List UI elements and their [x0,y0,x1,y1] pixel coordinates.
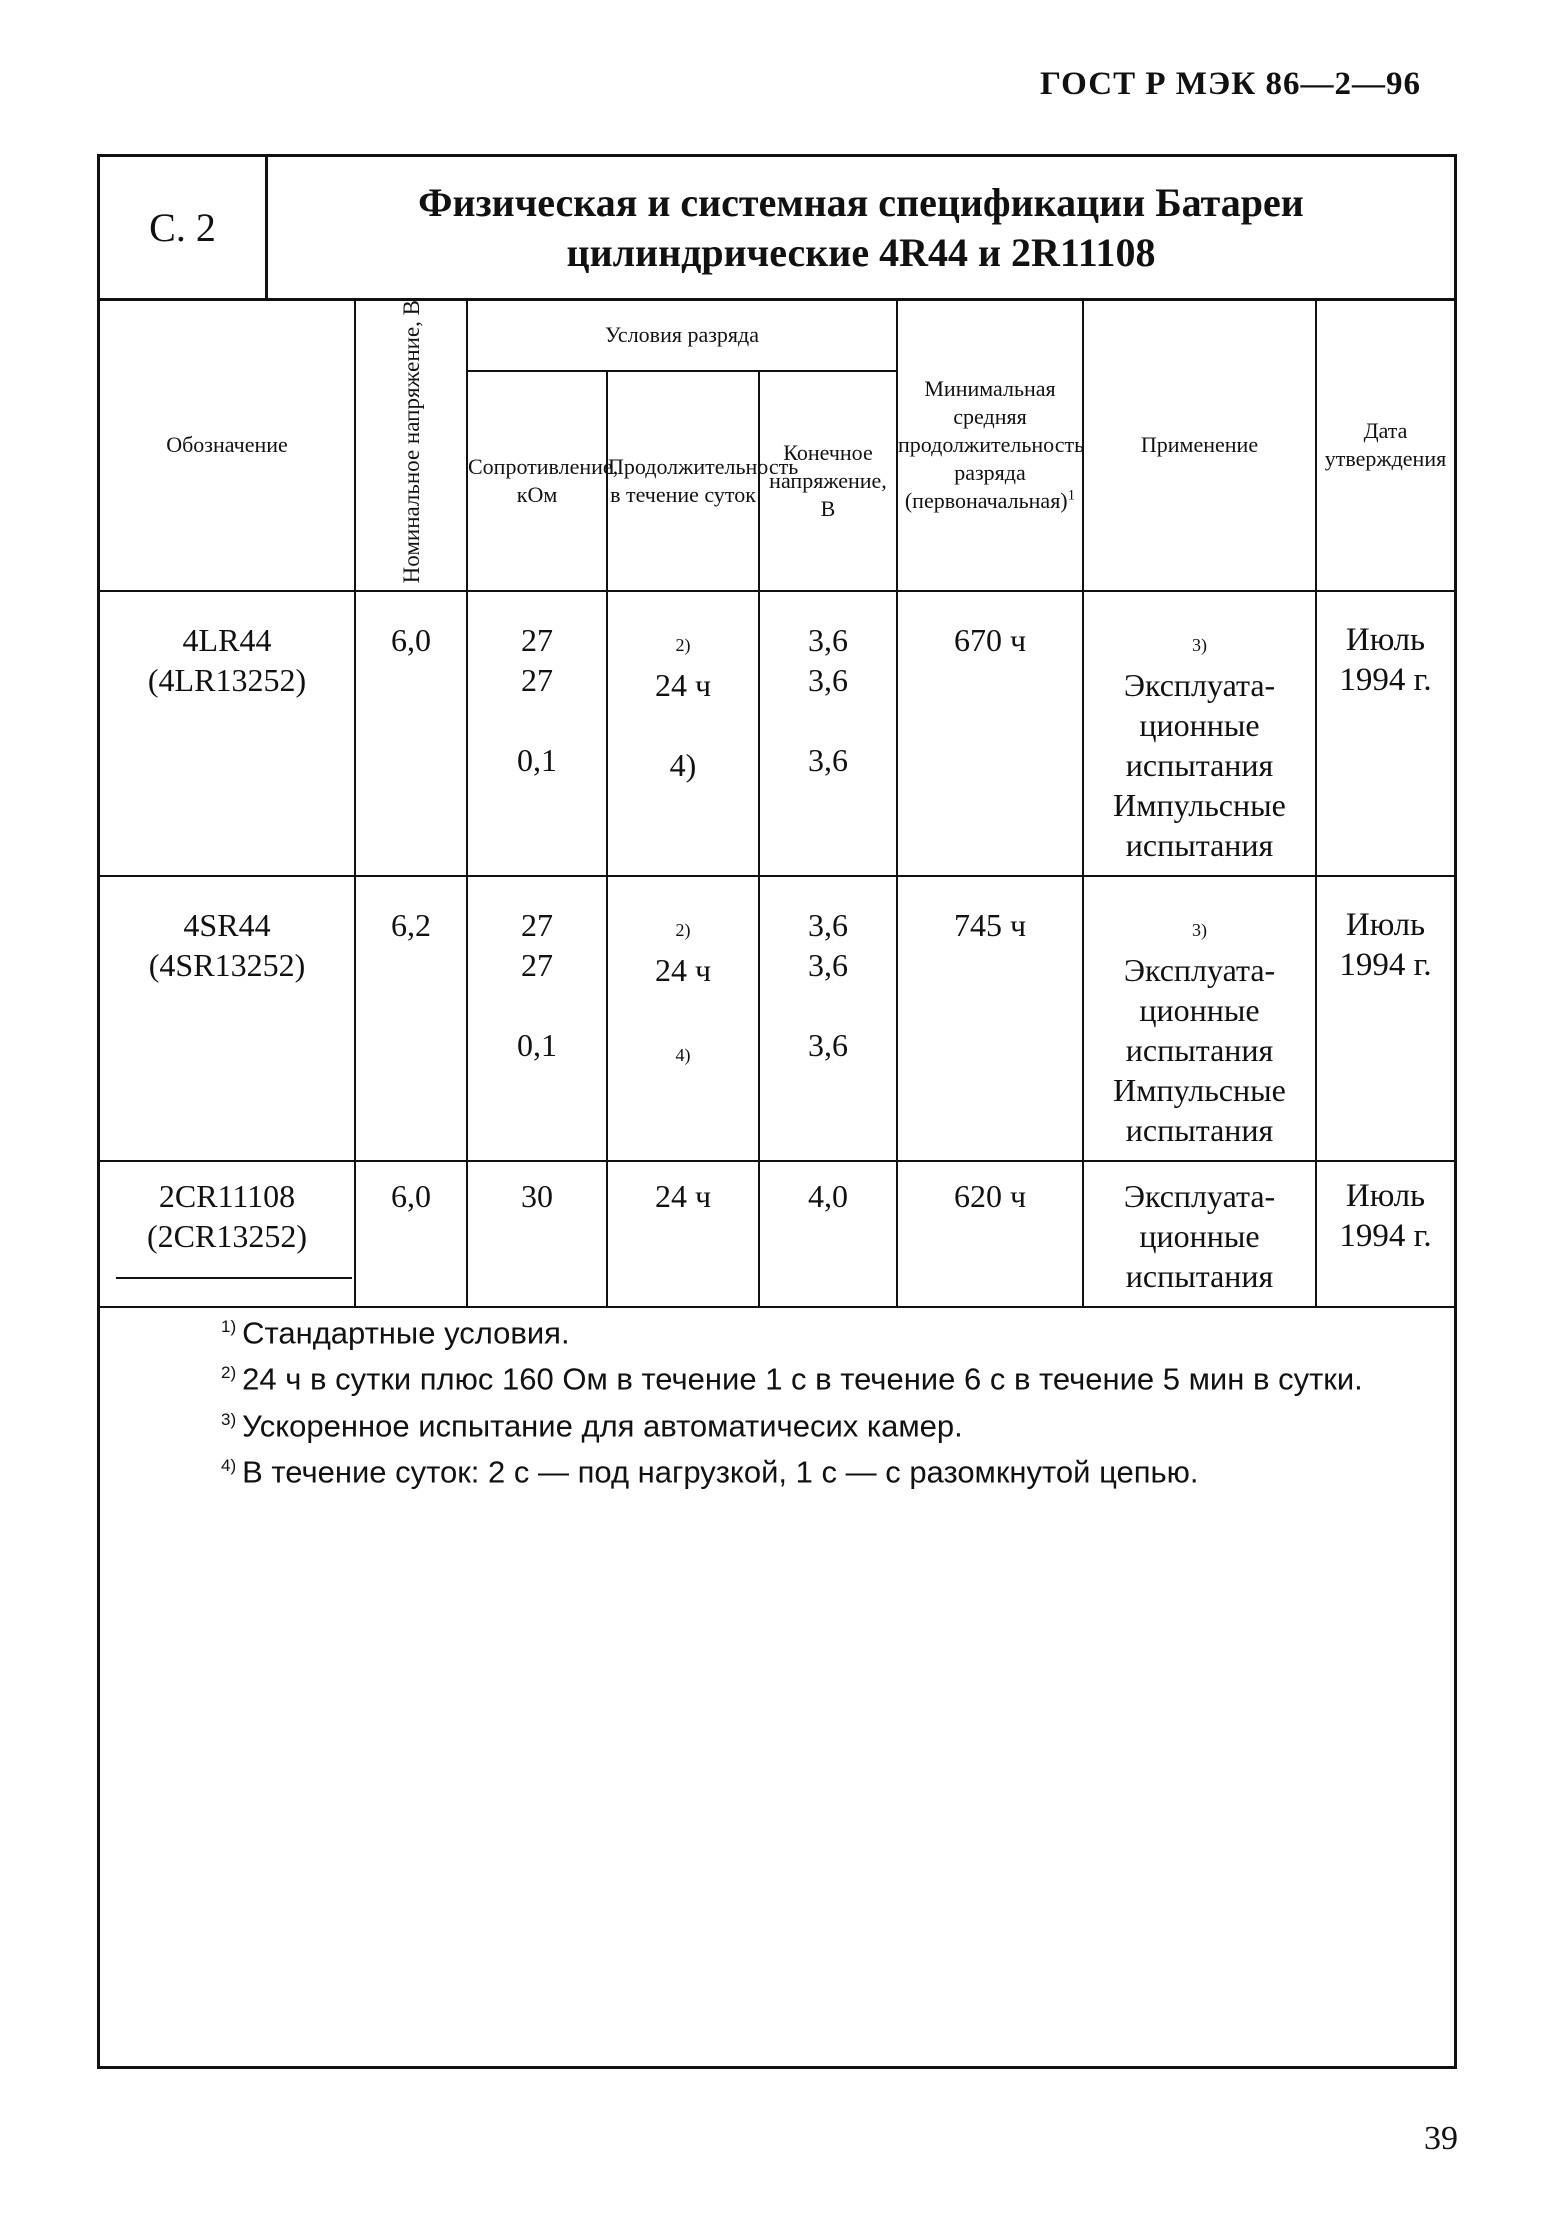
header-approval-date: Дата утверждения [1316,299,1454,591]
resistance-cell: 30 [467,1161,607,1307]
footnote-divider [116,1277,352,1279]
resistance-cell: 27 27 0,1 [467,876,607,1161]
header-min-duration [897,299,1083,591]
page-number: 39 [1424,2120,1458,2157]
footnote-2: $^{2)}$ 24 ч в сутки плюс 160 Ом в течение 1 с в течение 6 с в течение 5 мин в сутки. [221,1361,1363,1397]
header-application: Применение [1083,299,1316,591]
duration-cell: 2) 24 ч 4) [607,591,759,876]
footnote-3: $^{3)}$ Ускоренное испытание для автоматичесих камер. [221,1407,963,1443]
voltage-cell: 6,0 [355,591,467,876]
header-designation: Обозначение [100,299,355,591]
footnote-4: $^{4)}$ В течение суток: 2 с — под нагрузкой, 1 с — с разомкнутой цепью. [221,1454,1199,1490]
date-cell: Июль 1994 г. [1316,876,1454,1161]
duration-cell: 24 ч [607,1161,759,1307]
end-voltage-cell: 3,6 3,6 3,6 [759,591,897,876]
header-nominal-voltage [355,299,467,591]
table-title: Физическая и системная спецификации Батареи цилиндрические 4R44 и 2R11108 [418,179,1304,275]
header-min-duration-text: Минимальная средняя продолжительность разряда (первоначальная) [898,376,1085,514]
header-min-duration-note: 1 [1067,487,1076,504]
footnote-1: $^{1)}$ Стандартные условия. [221,1315,570,1351]
designation-cell: 4SR44 (4SR13252) [100,876,355,1161]
spec-table [100,298,1454,1308]
min-duration-cell: 745 ч [897,876,1083,1161]
footnotes [116,1277,1436,1492]
date-cell: Июль 1994 г. [1316,591,1454,876]
table-row [100,876,1454,1161]
title-row [100,157,1454,301]
header-nominal-voltage-text: Номинальное напряжение, В [398,300,424,584]
duration-cell: 2) 24 ч 4) [607,876,759,1161]
application-cell: 3) Эксплуата- ционные испытания Импульсные испытания [1083,876,1316,1161]
table-row [100,591,1454,876]
designation-cell: 2CR11108 (2CR13252) [100,1161,355,1307]
date-cell: Июль 1994 г. [1316,1161,1454,1307]
designation-cell: 4LR44 (4LR13252) [100,591,355,876]
page-label: С. 2 [100,157,268,298]
header-duration: Продолжительность в течение суток [607,371,759,591]
voltage-cell: 6,0 [355,1161,467,1307]
resistance-cell: 27 27 0,1 [467,591,607,876]
min-duration-cell: 620 ч [897,1161,1083,1307]
spec-frame [97,154,1457,2069]
standard-code: ГОСТ Р МЭК 86—2—96 [1040,66,1421,102]
header-discharge-conditions: Условия разряда [467,299,897,371]
application-cell: Эксплуата- ционные испытания [1083,1161,1316,1307]
header-end-voltage: Конечное напряжение, В [759,371,897,591]
end-voltage-cell: 3,6 3,6 3,6 [759,876,897,1161]
title-cell [268,157,1454,298]
min-duration-cell: 670 ч [897,591,1083,876]
voltage-cell: 6,2 [355,876,467,1161]
application-cell: 3) Эксплуата- ционные испытания Импульсные испытания [1083,591,1316,876]
end-voltage-cell: 4,0 [759,1161,897,1307]
header-resistance: Сопротивление, кОм [467,371,607,591]
